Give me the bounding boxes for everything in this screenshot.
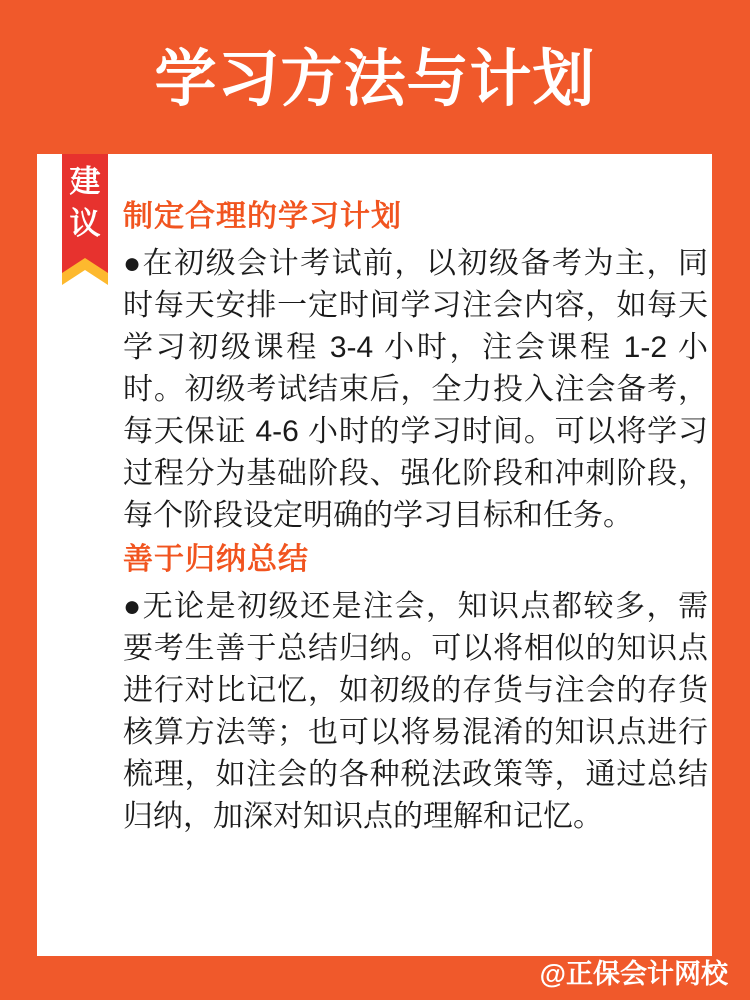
ribbon-char-1: 建 (69, 164, 101, 199)
content-card (37, 154, 712, 956)
ribbon-label (62, 161, 108, 245)
section-2-body: ●无论是初级还是注会，知识点都较多，需要考生善于总结归纳。可以将相似的知识点进行对比记忆，如初级的存货与注会的存货核算方法等；也可以将易混淆的知识点进行梳理，如注会的各种税法政策等，通过总结归纳，加深对知识点的理解和记忆。 (123, 590, 708, 833)
card-content (123, 200, 708, 838)
ribbon-char-2: 议 (69, 206, 101, 241)
section-1-body: ●在初级会计考试前，以初级备考为主，同时每天安排一定时间学习注会内容，如每天学习初级课程 3-4 小时，注会课程 1-2 小时。初级考试结束后，全力投入注会备考，每天保证 4-6 小时的学习时间。可以将学习过程分为基础阶段、强化阶段和冲刺阶段，每个阶段设定明确的学习目标和任务。 (123, 247, 708, 532)
suggestion-ribbon (62, 154, 108, 285)
watermark: @正保会计网校 (539, 959, 728, 989)
section-1-heading: 制定合理的学习计划 (123, 200, 402, 233)
page-title: 学习方法与计划 (154, 45, 596, 114)
section-2-heading: 善于归纳总结 (123, 543, 309, 576)
